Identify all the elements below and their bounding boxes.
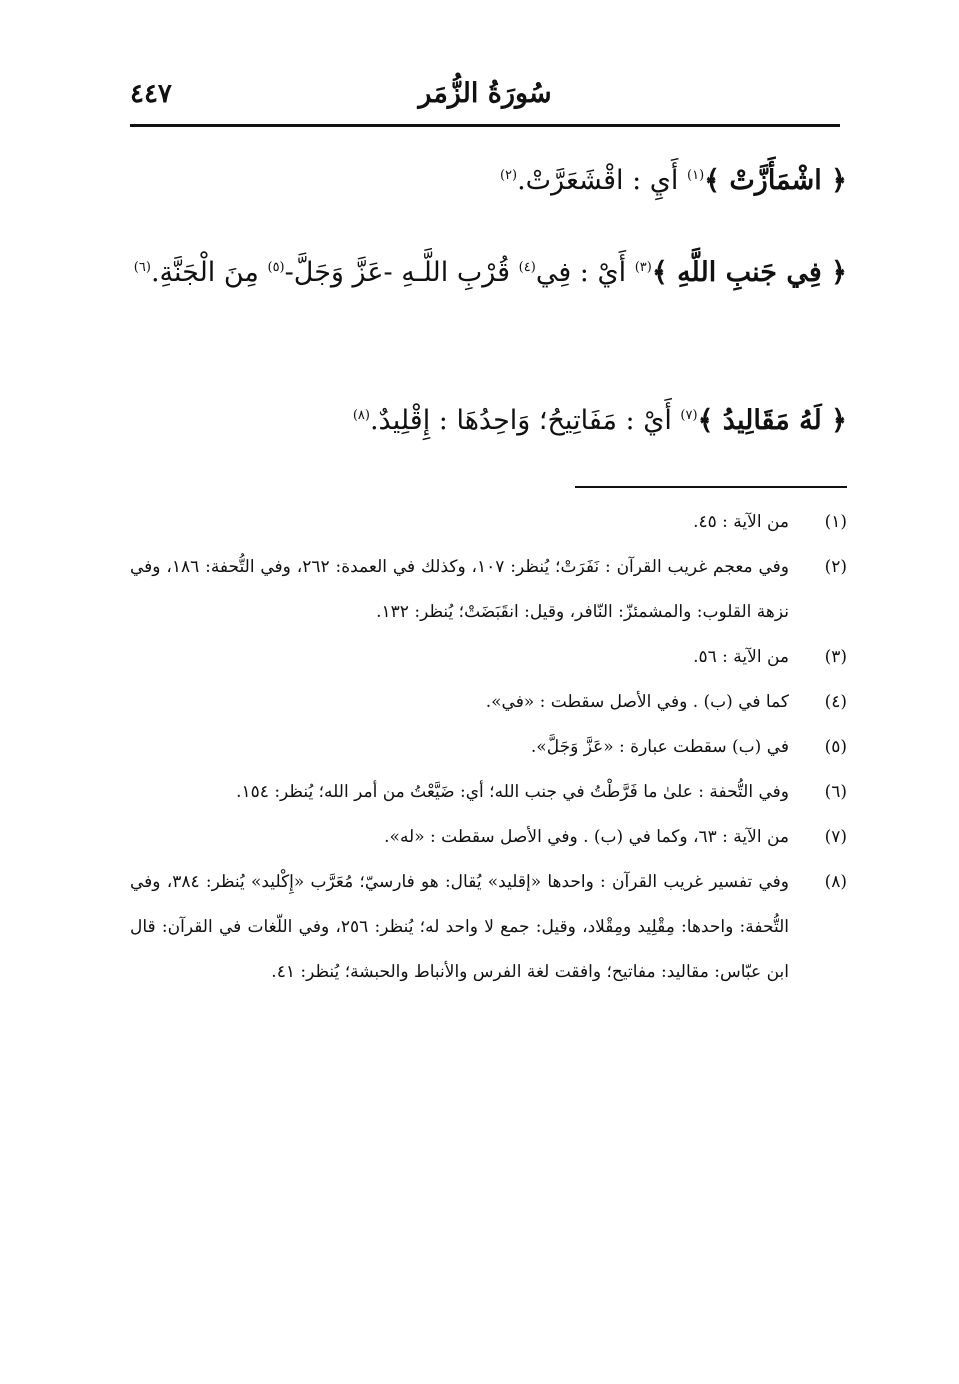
gloss-entry-2 bbox=[130, 240, 847, 306]
gloss-text: أَيْ : فِي bbox=[535, 257, 635, 288]
header-rule bbox=[130, 124, 840, 127]
footnote-ref: (٢) bbox=[499, 168, 518, 183]
footnote-text: وفي التُّحفة : علىٰ ما فَرَّطْتُ في جنب الله؛ أي: ضَيَّعْتُ من أمر الله؛ يُنظر: ١٥٤. bbox=[236, 782, 789, 802]
footnote-text: في (ب) سقطت عبارة : «عَزَّ وَجَلَّ». bbox=[530, 737, 789, 757]
footnote-number: (٦) bbox=[824, 782, 847, 802]
gloss-entry-3 bbox=[130, 388, 847, 454]
running-head bbox=[130, 66, 840, 122]
gloss-text: مِنَ الْجَنَّةِ. bbox=[150, 257, 268, 288]
footnote-number: (٧) bbox=[824, 827, 847, 847]
footnote-ref: (٨) bbox=[352, 408, 370, 423]
footnotes bbox=[130, 500, 847, 995]
footnote-1 bbox=[130, 500, 847, 545]
footnote-2 bbox=[130, 545, 847, 635]
footnote-3 bbox=[130, 635, 847, 680]
footnote-text: وفي تفسير غريب القرآن : واحدها «إقليد» يُقال: هو فارسيّ؛ مُعَرَّب «إِكْليد» يُنظر: ٣٨٤، وفي التُّحفة: واحدها: مِقْلِيد ومِقْلاد، وقيل: جمع لا واحد له؛ يُنظر: ٢٥٦، وفي اللّغات في القرآن: قال ابن عبّاس: مقاليد: مفاتيح؛ وافقت لغة الفرس والأنباط والحبشة؛ يُنظر: ٤١. bbox=[130, 872, 789, 982]
footnote-ref: (٣) bbox=[634, 260, 652, 275]
footnote-5 bbox=[130, 725, 847, 770]
quran-quote: ﴿ اشْمَأَزَّتْ ﴾ bbox=[704, 165, 847, 196]
footnote-text: من الآية : ٥٦. bbox=[693, 647, 789, 667]
footnote-number: (٨) bbox=[824, 872, 847, 892]
footnote-text: من الآية : ٦٣، وكما في (ب) . وفي الأصل سقطت : «له». bbox=[384, 827, 789, 847]
footnote-ref: (٧) bbox=[680, 408, 698, 423]
footnote-8 bbox=[130, 860, 847, 995]
footnote-number: (٣) bbox=[824, 647, 847, 667]
page-number: ٤٤٧ bbox=[130, 79, 172, 109]
quran-quote: ﴿ لَهُ مَقَالِيدُ ﴾ bbox=[697, 405, 847, 436]
footnote-number: (٢) bbox=[824, 557, 847, 577]
quran-quote: ﴿ فِي جَنبِ اللَّهِ ﴾ bbox=[651, 257, 847, 288]
footnote-ref: (١) bbox=[687, 168, 705, 183]
footnote-number: (٤) bbox=[824, 692, 847, 712]
footnote-ref: (٦) bbox=[133, 260, 151, 275]
footnote-text: من الآية : ٤٥. bbox=[693, 512, 789, 532]
footnote-ref: (٥) bbox=[267, 260, 285, 275]
surah-title: سُورَةُ الزُّمَر bbox=[418, 78, 552, 109]
footnote-number: (١) bbox=[824, 512, 847, 532]
footnote-7 bbox=[130, 815, 847, 860]
footnote-text: كما في (ب) . وفي الأصل سقطت : «في». bbox=[485, 692, 789, 712]
footnote-number: (٥) bbox=[824, 737, 847, 757]
gloss-text: أَيِ : اقْشَعَرَّتْ. bbox=[517, 165, 687, 196]
gloss-entry-1 bbox=[130, 148, 847, 214]
footnote-6 bbox=[130, 770, 847, 815]
gloss-text: أَيْ : مَفَاتِيحُ؛ وَاحِدُهَا : إِقْلِيدٌ. bbox=[369, 405, 681, 436]
gloss-text: قُرْبِ اللَّـهِ -عَزَّ وَجَلَّ- bbox=[284, 257, 519, 288]
footnote-4 bbox=[130, 680, 847, 725]
footnote-separator bbox=[575, 486, 847, 488]
footnote-ref: (٤) bbox=[518, 260, 536, 275]
footnote-text: وفي معجم غريب القرآن : نَفَرَتْ؛ يُنظر: ١٠٧، وكذلك في العمدة: ٢٦٢، وفي التُّحفة: ١٨٦، وفي نزهة القلوب: والمشمئزّ: النّافر، وقيل: انقَبَضَتْ؛ يُنظر: ١٣٢. bbox=[130, 557, 789, 622]
